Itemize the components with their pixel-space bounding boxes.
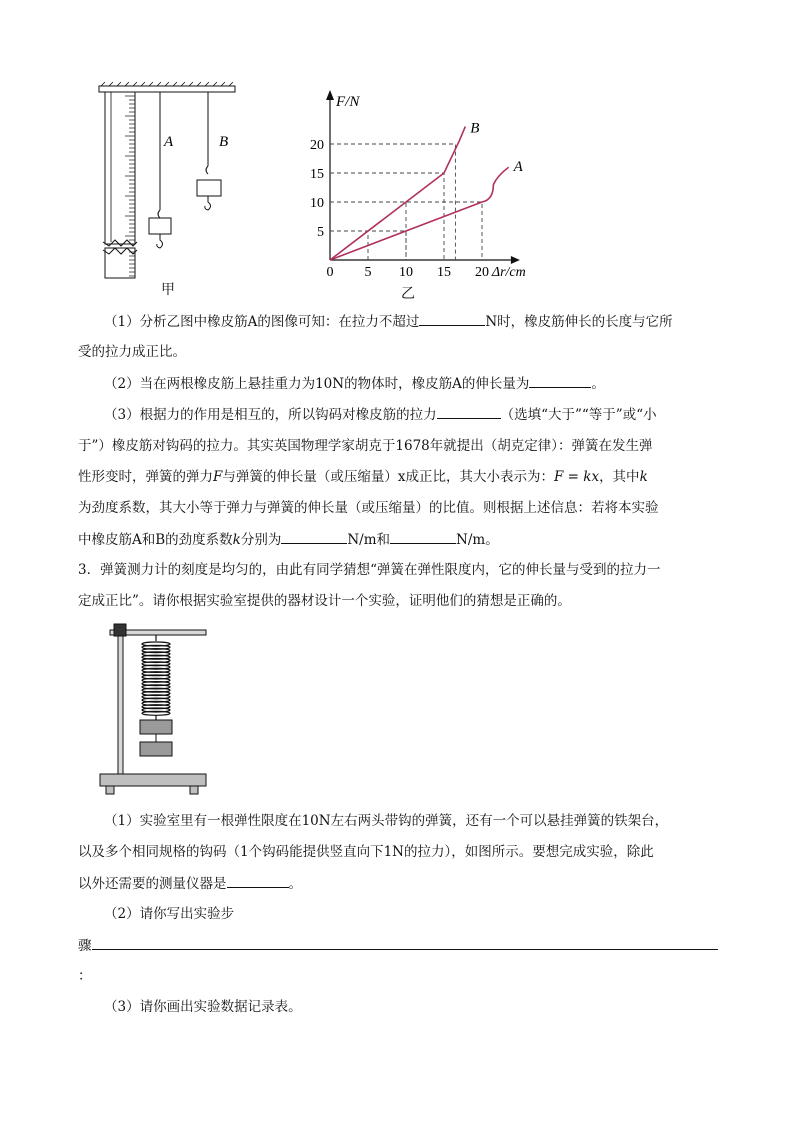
q2-line-1: （1）分析乙图中橡皮筋A的图像可知：在拉力不超过 N时，橡皮筋伸长的长度与它所 xyxy=(78,311,744,332)
y-tick-label-15: 15 xyxy=(310,167,324,182)
q2-line-4: （3）根据力的作用是相互的，所以钩码对橡皮筋的拉力 （选填“大于”“等于”或“小 xyxy=(78,404,744,425)
q3-step1-line-3: 以外还需要的测量仪器是 。 xyxy=(78,873,718,894)
answer-blank-7[interactable] xyxy=(92,935,718,950)
series-B-label: B xyxy=(470,120,480,137)
y-tick-label-10: 10 xyxy=(310,196,324,211)
x-tick-label-15: 15 xyxy=(437,265,451,280)
label-a: A xyxy=(164,134,174,150)
caption-jia: 甲 xyxy=(161,282,175,298)
ceiling-bar xyxy=(99,86,235,92)
hook-weight-1 xyxy=(140,720,172,734)
q2-line-5: 于”）橡皮筋对钩码的拉力。其实英国物理学家胡克于1678年就提出（胡克定律）：弹簧在发生弹 xyxy=(78,438,653,454)
q3-line-2: 定成正比”。请你根据实验室提供的器材设计一个实验，证明他们的猜想是正确的。 xyxy=(78,593,571,609)
q2-line-2: 受的拉力成正比。 xyxy=(78,344,186,360)
hook-weight-2 xyxy=(140,742,172,756)
answer-blank-2[interactable] xyxy=(529,373,591,388)
answer-blank-3[interactable] xyxy=(437,404,501,419)
answer-blank-6[interactable] xyxy=(227,873,289,888)
y-tick-label-20: 20 xyxy=(310,138,324,153)
q3-step2-line-2: 骤 xyxy=(78,935,718,956)
rubber-band-a xyxy=(149,92,171,248)
stand-pole xyxy=(118,630,123,774)
x-tick-label-5: 5 xyxy=(364,265,372,280)
x-tick-label-20: 20 xyxy=(475,265,489,280)
spring xyxy=(142,635,170,720)
q3-step1-line-2: 以及多个相同规格的钩码（1个钩码能提供竖直向下1N的拉力），如图所示。要想完成实验，除此 xyxy=(78,844,654,860)
stand-base xyxy=(100,774,206,786)
series-B-line xyxy=(330,127,465,260)
x-axis-arrow xyxy=(511,256,520,264)
label-b: B xyxy=(219,134,229,150)
q3-step2-line-1: （2）请你写出实验步 xyxy=(104,906,235,922)
q2-line-7: 为劲度系数，其大小等于弹力与弹簧的伸长量（或压缩量）的比值。则根据上述信息：若将本实验 xyxy=(78,500,659,516)
caption-yi: 乙 xyxy=(401,286,415,302)
chart-force-extension xyxy=(300,88,560,288)
q2-line-8: 中橡皮筋A和B的劲度系数k分别为 N/m和 N/m。 xyxy=(78,529,718,550)
x-tick-label-10: 10 xyxy=(399,265,413,280)
figure-jia xyxy=(95,82,245,297)
q3-step1-line-1: （1）实验室里有一根弹性限度在10N左右两头带钩的弹簧，还有一个可以悬挂弹簧的铁架台， xyxy=(104,813,669,829)
x-tick-label-0: 0 xyxy=(326,265,334,280)
y-axis-label: F/N xyxy=(336,94,360,110)
rubber-band-b xyxy=(197,92,221,210)
q3-line-1: 3．弹簧测力计的刻度是均匀的，由此有同学猜想“弹簧在弹性限度内，它的伸长量与受到的拉力一 xyxy=(78,562,661,578)
ruler xyxy=(103,92,137,278)
figure-spring-stand xyxy=(96,620,211,800)
answer-blank-5[interactable] xyxy=(390,529,456,544)
y-tick-label-5: 5 xyxy=(317,225,324,240)
q2-line-6: 性形变时，弹簧的弹力F与弹簧的伸长量（或压缩量）x成正比，其大小表示为：F = kx，其中k xyxy=(78,469,648,485)
q3-step2-line-3: ： xyxy=(78,968,92,984)
x-axis-label: Δr/cm xyxy=(491,265,526,280)
answer-blank-1[interactable] xyxy=(419,311,485,326)
answer-blank-4[interactable] xyxy=(281,529,347,544)
y-axis-arrow xyxy=(326,90,334,100)
q3-step3: （3）请你画出实验数据记录表。 xyxy=(104,999,302,1015)
q2-line-3: （2）当在两根橡皮筋上悬挂重力为10N的物体时，橡皮筋A的伸长量为 。 xyxy=(78,373,744,394)
series-A-label: A xyxy=(513,159,523,176)
